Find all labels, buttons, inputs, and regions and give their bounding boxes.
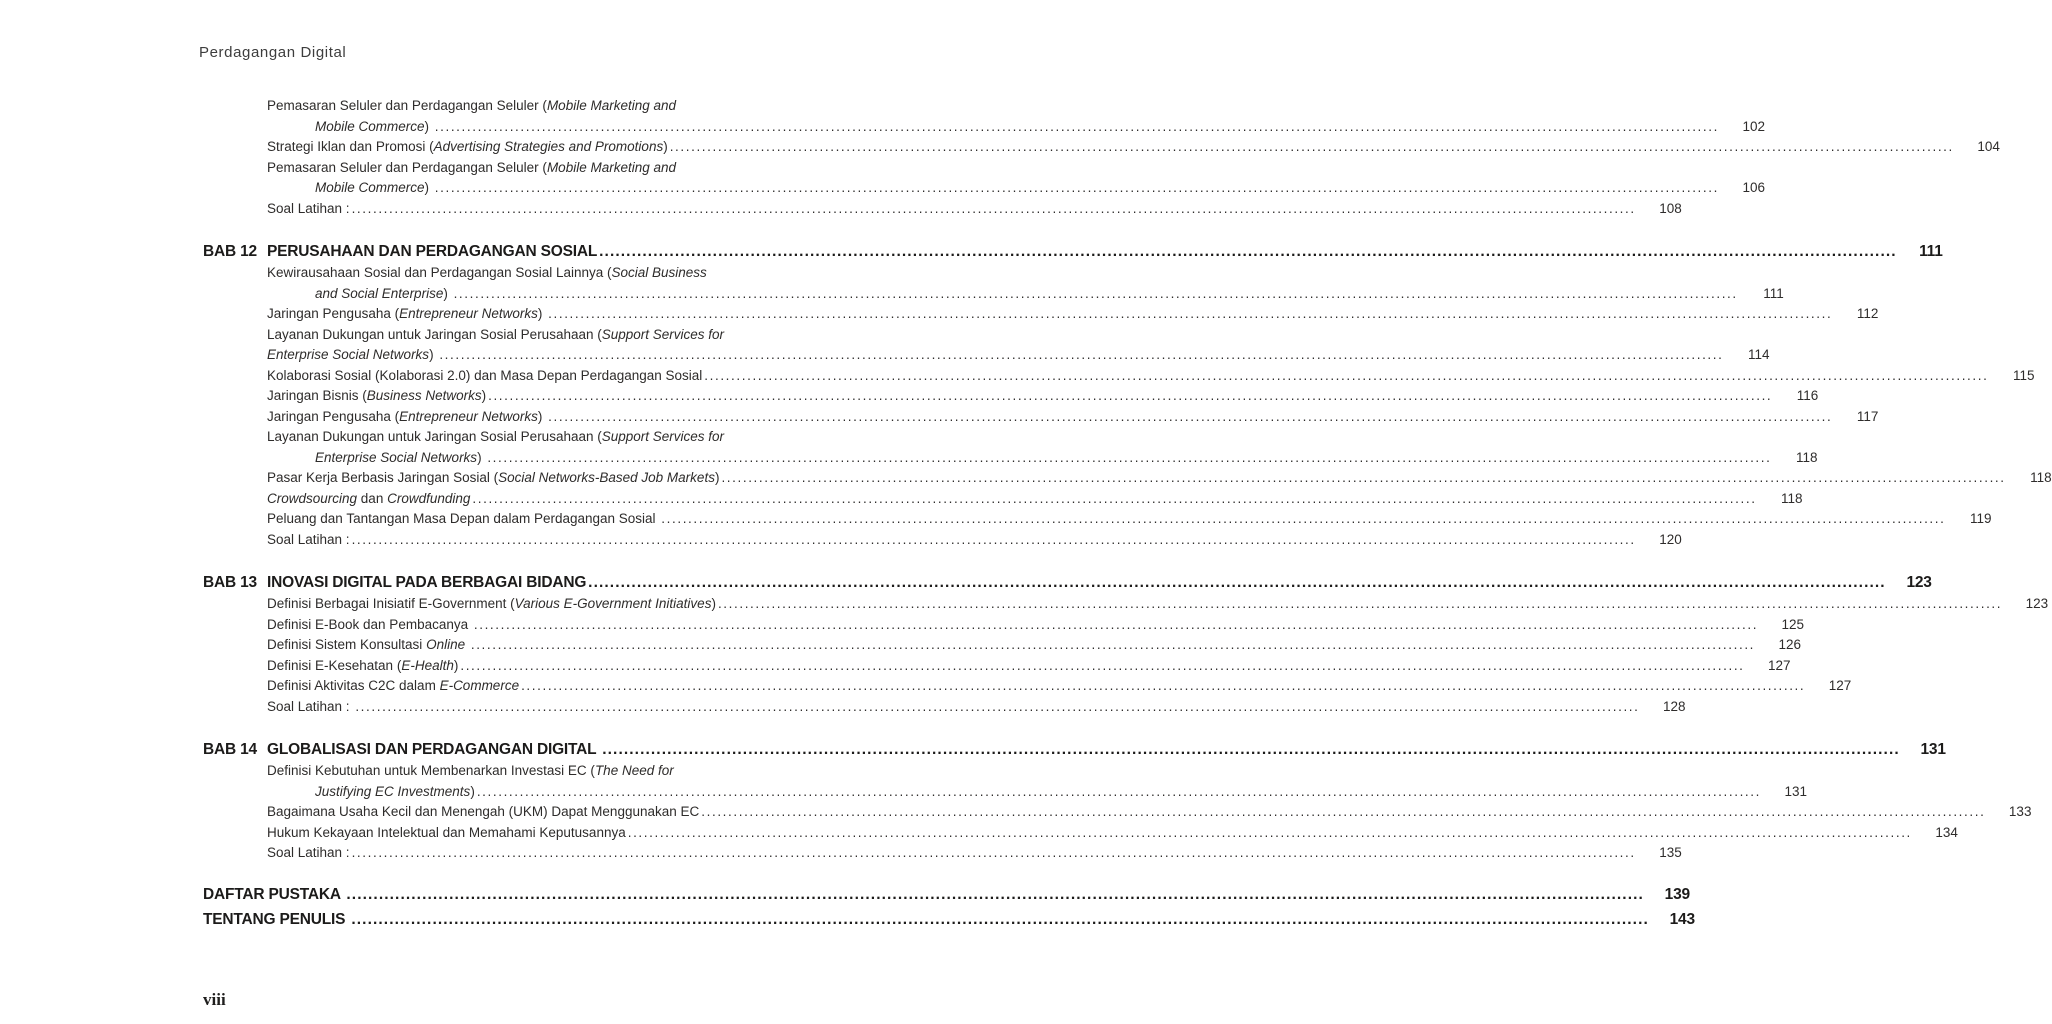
toc-entry [203,137,2000,158]
toc-entry-page-number: 102 [1742,118,1765,134]
backmatter-title: DAFTAR PUSTAKA [203,885,345,903]
toc-entry-page-number: 118 [1781,490,1803,506]
toc-entry [203,158,790,179]
dot-leader: ................................................................................................................................................................................................................................................ [453,285,1738,301]
toc-entry-run: ) [663,139,668,154]
toc-entry-run: Layanan Dukungan untuk Jaringan Sosial Perusahaan ( [267,429,602,444]
toc-entry-page-number: 120 [1659,531,1682,547]
toc-entry-run: Enterprise Social Networks [315,449,478,465]
toc-entry-run: ) [443,285,452,301]
toc-entry [203,509,1992,530]
toc-entry-page-number: 133 [2008,804,2032,819]
toc-entry-run: Definisi E-Book dan Pembacanya [267,616,472,632]
toc-entry-run: Soal Latihan : [267,200,350,216]
toc-entry-run: Social Business [611,265,707,280]
toc-entry [203,676,1852,697]
toc-entry [203,761,790,782]
toc-entry-run: E-Commerce [439,678,520,693]
toc-entry-run: Soal Latihan : [267,698,354,714]
toc-entry-text [267,96,676,117]
toc-entry-run: Advertising Strategies and Promotions [433,139,664,154]
toc-entry-run: Crowdfunding [387,490,471,506]
toc-entry [203,823,1958,844]
backmatter [203,882,1695,932]
toc-entry-text [267,656,458,677]
dot-leader: ................................................................................................................................................................................................................................................ [476,783,1761,799]
toc-entry [203,782,1807,803]
toc-entry-run: Various E-Government Initiatives [514,596,712,611]
toc-entry-run: Kolaborasi Sosial (Kolaborasi 2.0) dan Masa Depan Perdagangan Sosial [267,367,703,383]
toc-entry-run: Mobile Commerce [315,180,425,195]
toc-entry-run: Kewirausahaan Sosial dan Perdagangan Sosial Lainnya ( [267,265,612,280]
toc-entry-run: Entrepreneur Networks [399,306,538,321]
toc-entry-text [267,304,546,325]
chapter-page-number: 111 [1919,243,1943,260]
toc-entry-text [267,489,470,510]
toc-entry-page-number: 114 [1747,347,1770,362]
toc-entry-text [267,594,716,615]
dot-leader: ................................................................................................................................................................................................................................................ [351,531,1636,547]
toc-entry-text [315,117,433,138]
toc-entry-text [267,843,350,864]
page-number: viii [203,990,226,1009]
toc-entry-run: Jaringan Pengusaha ( [267,306,400,321]
chapter-page-number: 131 [1920,741,1946,758]
toc-entry-page-number: 108 [1659,200,1682,216]
dot-leader: ................................................................................................................................................................................................................................................ [602,741,1900,758]
chapter-title: INOVASI DIGITAL PADA BERBAGAI BIDANG [267,574,587,591]
dot-leader: ................................................................................................................................................................................................................................................ [351,910,1649,928]
toc-entry-page-number: 116 [1796,388,1819,403]
dot-leader: ................................................................................................................................................................................................................................................ [460,657,1745,673]
toc-entry-text [267,530,350,551]
toc-entry [203,448,1818,469]
toc-entry-text [267,615,472,636]
toc-entry-run: Mobile Marketing and [546,98,677,113]
toc-entry [203,843,1682,864]
toc-entry-run: Crowdsourcing [267,490,358,506]
dot-leader: ................................................................................................................................................................................................................................................ [548,306,1833,321]
dot-leader: ................................................................................................................................................................................................................................................ [351,200,1636,216]
toc-entry-run: dan [357,490,388,506]
toc [203,96,2052,864]
toc-entry-run: Support Services for [601,429,725,444]
dot-leader: ................................................................................................................................................................................................................................................ [472,490,1757,506]
toc-entry-text [267,407,546,428]
toc-entry-page-number: 134 [1935,824,1958,840]
dot-leader: ................................................................................................................................................................................................................................................ [548,408,1833,424]
toc-entry-run: Bagaimana Usaha Kecil dan Menengah (UKM) Dapat Menggunakan EC [267,804,700,819]
toc-entry [203,345,1770,366]
toc-entry-run: Definisi Sistem Konsultasi [267,637,427,652]
toc-entry [203,304,1879,325]
toc-entry [203,802,2032,823]
toc-entry-text [267,468,719,489]
toc-entry-run: ) [711,596,716,611]
toc-entry [203,366,2035,387]
chapter-heading [203,241,1943,263]
toc-entry [203,468,2052,489]
toc-entry-text [267,345,437,366]
toc-entry-run: ) [429,347,438,362]
toc-entry-run: Definisi Berbagai Inisiatif E-Government ( [267,596,515,611]
toc-entry-text [267,263,707,284]
toc-entry-run: Definisi E-Kesehatan ( [267,657,402,673]
toc-entry [203,199,1682,220]
toc-entry-run: Justifying EC Investments [315,783,471,799]
dot-leader: ................................................................................................................................................................................................................................................ [434,180,1719,195]
toc-entry-run: Pemasaran Seluler dan Perdagangan Seluler ( [267,98,547,113]
toc-entry [203,594,2049,615]
toc-entry-text [315,178,433,199]
toc-entry-text [267,427,724,448]
dot-leader: ................................................................................................................................................................................................................................................ [488,388,1773,403]
toc-entry-run: Definisi Aktivitas C2C dalam [267,678,440,693]
toc-entry-run: Pasar Kerja Berbasis Jaringan Sosial ( [267,470,499,485]
toc-entry-text [267,325,724,346]
toc-entry-text [267,635,469,656]
toc-entry-text [315,782,475,803]
running-header: Perdagangan Digital [199,44,347,61]
toc-entry-run: and Social Enterprise [315,285,444,301]
toc-entry-page-number: 123 [2025,596,2049,611]
toc-entry-page-number: 126 [1778,637,1802,652]
toc-entry-run: ) [424,180,433,195]
backmatter-entry [203,882,1690,907]
toc-entry-run: Soal Latihan : [267,531,350,547]
toc-entry [203,117,1765,138]
toc-entry-run: Social Networks-Based Job Markets [498,470,715,485]
toc-entry-page-number: 118 [1795,449,1818,465]
toc-entry-run: The Need for [594,763,674,778]
toc-entry-run: ) [477,449,486,465]
toc-entry-run: ) [453,657,459,673]
backmatter-title: TENTANG PENULIS [203,910,350,928]
toc-entry-run: Pemasaran Seluler dan Perdagangan Seluler ( [267,159,547,175]
toc-entry-run: Mobile Marketing and [546,159,677,175]
toc-entry [203,615,1805,636]
toc-entry-text [267,676,519,697]
toc-entry-page-number: 128 [1662,698,1686,714]
dot-leader: ................................................................................................................................................................................................................................................ [351,845,1636,860]
toc-entry [203,635,1802,656]
dot-leader: ................................................................................................................................................................................................................................................ [701,804,1986,819]
toc-entry [203,407,1879,428]
chapter-heading [203,739,1946,761]
backmatter-page-number: 139 [1664,885,1690,903]
dot-leader: ................................................................................................................................................................................................................................................ [721,470,2006,485]
toc-entry-run: ) [424,118,433,134]
toc-entry-run: Definisi Kebutuhan untuk Membenarkan Investasi EC ( [267,763,595,778]
toc-entry-text [315,448,485,469]
chapter-heading [203,572,1932,594]
dot-leader: ................................................................................................................................................................................................................................................ [487,449,1772,465]
toc-entry-run: Soal Latihan : [267,845,350,860]
dot-leader: ................................................................................................................................................................................................................................................ [717,596,2003,611]
toc-entry-text [267,137,668,158]
toc-entry-run: Jaringan Pengusaha ( [267,408,400,424]
toc-entry-run: Jaringan Bisnis ( [267,388,367,403]
chapter-label: BAB 14 [203,741,257,758]
toc-entry-page-number: 125 [1781,616,1805,632]
toc-entry [203,656,1791,677]
toc-entry-page-number: 119 [1969,511,1992,526]
toc-entry-text [267,199,350,220]
chapter-title: PERUSAHAAN DAN PERDAGANGAN SOSIAL [267,243,598,260]
toc-entry-run: E-Health [401,657,454,673]
toc-entry-run: Business Networks [366,388,482,403]
toc-entry-text [267,366,702,387]
dot-leader: ................................................................................................................................................................................................................................................ [661,511,1946,526]
toc-entry [203,489,1803,510]
toc-entry-run: ) [537,306,547,321]
toc-entry-text [267,802,699,823]
toc-entry-page-number: 111 [1763,285,1784,301]
toc-entry-run: Mobile Commerce [315,118,425,134]
toc-entry-text [267,823,626,844]
dot-leader: ................................................................................................................................................................................................................................................ [588,574,1886,591]
toc-entry-page-number: 118 [2030,470,2052,485]
toc-entry-page-number: 106 [1742,180,1765,195]
toc-entry-run: Hukum Kekayaan Intelektual dan Memahami Keputusannya [267,824,626,840]
toc-entry-page-number: 127 [1828,678,1852,693]
toc-entry-run: Enterprise Social Networks [267,347,430,362]
dot-leader: ................................................................................................................................................................................................................................................ [521,678,1806,693]
toc-entry-text [267,697,353,718]
toc-entry-run [465,637,469,652]
toc-entry [203,386,1819,407]
toc-entry [203,697,1686,718]
toc-entry-text [267,509,659,530]
dot-leader: ................................................................................................................................................................................................................................................ [473,616,1759,632]
chapter-label: BAB 12 [203,243,257,260]
dot-leader: ................................................................................................................................................................................................................................................ [669,139,1954,154]
chapter-title: GLOBALISASI DAN PERDAGANGAN DIGITAL [267,741,601,758]
toc-entry-run: Layanan Dukungan untuk Jaringan Sosial Perusahaan ( [267,326,602,342]
toc-entry-run: ) [481,388,487,403]
toc-entry-page-number: 135 [1659,845,1682,860]
toc-entry-page-number: 131 [1784,783,1807,799]
toc-entry [203,427,790,448]
toc-entry-text [315,284,452,305]
backmatter-page-number: 143 [1669,910,1695,928]
toc-entry-page-number: 115 [2012,367,2035,383]
toc-entry-text [267,386,486,407]
dot-leader: ................................................................................................................................................................................................................................................ [704,367,1989,383]
toc-entry-run: ) [537,408,547,424]
toc-entry-page-number: 104 [1977,139,2000,154]
dot-leader: ................................................................................................................................................................................................................................................ [346,885,1644,903]
dot-leader: ................................................................................................................................................................................................................................................ [439,347,1724,362]
table-of-contents [203,96,2052,932]
toc-entry-run: Support Services for [601,326,725,342]
backmatter-entry [203,907,1695,932]
toc-entry-text [267,761,674,782]
toc-entry-run: Online [426,637,466,652]
toc-entry-run: Strategi Iklan dan Promosi ( [267,139,434,154]
toc-entry-page-number: 127 [1768,657,1791,673]
dot-leader: ................................................................................................................................................................................................................................................ [434,118,1719,134]
chapter-label: BAB 13 [203,574,257,591]
dot-leader: ................................................................................................................................................................................................................................................ [355,698,1640,714]
toc-entry-page-number: 112 [1856,306,1879,321]
toc-entry-run: ) [714,470,720,485]
dot-leader: ................................................................................................................................................................................................................................................ [599,243,1897,260]
chapter-page-number: 123 [1906,574,1932,591]
toc-entry-run: Peluang dan Tantangan Masa Depan dalam Perdagangan Sosial [267,511,660,526]
dot-leader: ................................................................................................................................................................................................................................................ [627,824,1912,840]
toc-entry-run: ) [470,783,475,799]
toc-entry [203,178,1765,199]
toc-entry-text [267,158,676,179]
toc-entry [203,263,790,284]
toc-entry [203,284,1784,305]
toc-entry-run: Entrepreneur Networks [399,408,538,424]
dot-leader: ................................................................................................................................................................................................................................................ [470,637,1756,652]
toc-entry [203,325,790,346]
toc-entry [203,530,1682,551]
toc-entry-page-number: 117 [1856,408,1879,424]
toc-entry [203,96,790,117]
